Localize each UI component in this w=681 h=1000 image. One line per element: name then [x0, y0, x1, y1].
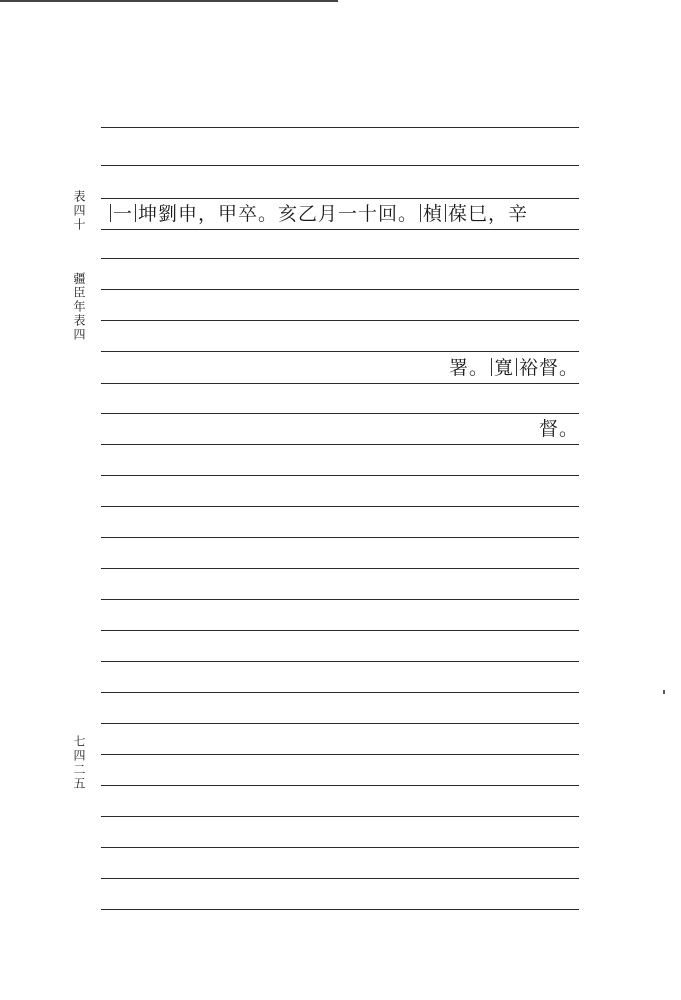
- table-rule: [101, 383, 579, 384]
- table-rule: [101, 909, 579, 910]
- table-rule: [101, 723, 579, 724]
- table-rule: [101, 630, 579, 631]
- top-edge-rule: [0, 0, 338, 2]
- scan-speck: [663, 690, 665, 694]
- table-rule: [101, 258, 579, 259]
- table-rule: [101, 692, 579, 693]
- table-rule: [101, 568, 579, 569]
- running-title: 疆臣年表四: [72, 272, 86, 342]
- table-rule: [101, 475, 579, 476]
- table-rule: [101, 198, 579, 199]
- table-rule: [101, 506, 579, 507]
- name-mark: [445, 204, 446, 222]
- table-rule: [101, 599, 579, 600]
- table-rule: [101, 229, 579, 230]
- text-segment: 裕督。: [518, 357, 579, 379]
- text-segment: 寬: [493, 357, 514, 379]
- name-mark: [491, 358, 492, 376]
- table-rule: [101, 444, 579, 445]
- section-label: 表四十: [72, 190, 86, 232]
- name-mark: [516, 358, 517, 376]
- table-rule: [101, 754, 579, 755]
- text-segment: 署。: [448, 357, 489, 379]
- table-rule: [101, 847, 579, 848]
- table-row-text: [108, 203, 578, 225]
- text-segment: 一: [113, 203, 134, 225]
- text-segment: 葆巳，辛: [448, 203, 529, 225]
- table-rule: [101, 289, 579, 290]
- table-rule: [101, 661, 579, 662]
- text-segment: 楨: [423, 203, 444, 225]
- table-rule: [101, 165, 579, 166]
- name-mark: [110, 204, 111, 222]
- text-segment: 坤劉申，甲卒。亥乙月一十回。: [138, 203, 419, 225]
- name-mark: [135, 204, 136, 222]
- table-rule: [101, 878, 579, 879]
- table-rule: [101, 413, 579, 414]
- table-rule: [101, 320, 579, 321]
- table-rule: [101, 785, 579, 786]
- table-row-text: 督。: [538, 418, 579, 440]
- page-number: 七四二五: [72, 735, 86, 791]
- table-rule: [101, 537, 579, 538]
- table-rule: [101, 127, 579, 128]
- table-row-text: [449, 357, 579, 379]
- table-rule: [101, 816, 579, 817]
- name-mark: [420, 204, 421, 222]
- table-rule: [101, 351, 579, 352]
